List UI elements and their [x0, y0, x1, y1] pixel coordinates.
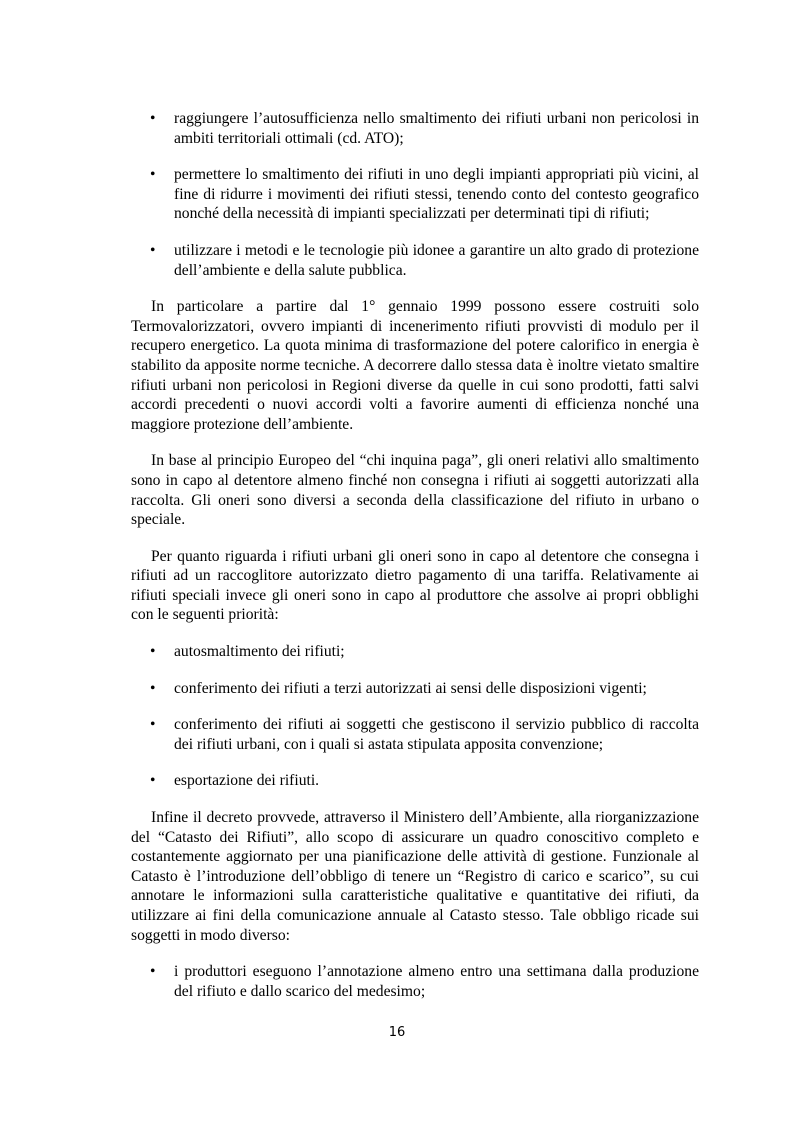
- list-item: [131, 771, 699, 791]
- paragraph-termovalorizzatori: In particolare a partire dal 1° gennaio 1999 possono essere costruiti solo Termovalorizzatori, ovvero impianti di incenerimento rifiuti provvisti di modulo per il recupero energetico. La quota minima di trasformazione del potere calorifico in energia è stabilito da apposite norme tecniche. A decorrere dallo stessa data è inoltre vietato smaltire rifiuti urbani non pericolosi in Regioni diverse da quelle in cui sono prodotti, fatti salvi accordi precedenti o nuovi accordi volti a favorire aumenti di efficienza nonché una maggiore protezione dell’ambiente.: [131, 298, 699, 433]
- list-item-text: conferimento dei rifiuti a terzi autorizzati ai sensi delle disposizioni vigenti;: [174, 679, 647, 697]
- bullet-icon: •: [150, 772, 156, 790]
- bullet-icon: •: [150, 716, 156, 734]
- page-number: 16: [388, 1025, 406, 1040]
- list-item: [131, 165, 699, 224]
- list-item-text: i produttori eseguono l’annotazione almeno entro una settimana dalla produzione del rifiuto e dallo scarico del medesimo;: [174, 963, 699, 1000]
- list-item: [131, 642, 699, 662]
- list-item: [131, 679, 699, 699]
- list-item: [131, 241, 699, 280]
- list-item-text: utilizzare i metodi e le tecnologie più idonee a garantire un alto grado di protezione dell’ambiente e della salute pubblica.: [174, 241, 699, 279]
- list-item-text: raggiungere l’autosufficienza nello smaltimento dei rifiuti urbani non pericolosi in ambiti territoriali ottimali (cd. ATO);: [174, 110, 699, 147]
- list-item-text: esportazione dei rifiuti.: [174, 772, 320, 790]
- list-item: [131, 109, 699, 148]
- list-item: [131, 962, 699, 1001]
- bullet-list-objectives: [131, 109, 699, 280]
- bullet-icon: •: [150, 166, 156, 184]
- bullet-icon: •: [150, 963, 156, 981]
- paragraph-chi-inquina-paga: In base al principio Europeo del “chi inquina paga”, gli oneri relativi allo smaltimento sono in capo al detentore almeno finché non consegna i rifiuti ai soggetti autorizzati alla raccolta. Gli oneri sono diversi a seconda della classificazione del rifiuto in urbano o speciale.: [131, 452, 699, 529]
- list-item-text: permettere lo smaltimento dei rifiuti in uno degli impianti appropriati più vicini, al fine di ridurre i movimenti dei rifiuti stessi, tenendo conto del contesto geografico nonché della necessità di impianti specializzati per determinati tipi di rifiuti;: [174, 166, 699, 223]
- bullet-icon: •: [150, 241, 156, 259]
- list-item: [131, 715, 699, 754]
- list-item-text: conferimento dei rifiuti ai soggetti che gestiscono il servizio pubblico di raccolta dei rifiuti urbani, con i quali si astata stipulata apposita convenzione;: [174, 716, 699, 753]
- bullet-list-registro: [131, 962, 699, 1001]
- bullet-list-priorities: [131, 642, 699, 791]
- bullet-icon: •: [150, 110, 156, 127]
- paragraph-rifiuti-urbani: Per quanto riguarda i rifiuti urbani gli oneri sono in capo al detentore che consegna i rifiuti ad un raccoglitore autorizzato dietro pagamento di una tariffa. Relativamente ai rifiuti speciali invece gli oneri sono in capo al produttore che assolve ai propri obblighi con le seguenti priorità:: [131, 547, 699, 624]
- bullet-icon: •: [150, 679, 156, 697]
- page-body: [131, 109, 699, 1001]
- bullet-icon: •: [150, 643, 156, 661]
- paragraph-catasto-rifiuti: Infine il decreto provvede, attraverso il Ministero dell’Ambiente, alla riorganizzazione del “Catasto dei Rifiuti”, allo scopo di assicurare un quadro conoscitivo completo e costantemente aggiornato per una pianificazione delle attività di gestione. Funzionale al Catasto è l’introduzione dell’obbligo di tenere un “Registro di carico e scarico”, su cui annotare le informazioni sulla caratteristiche qualitative e quantitative dei rifiuti, da utilizzare ai fini della comunicazione annuale al Catasto stesso. Tale obbligo ricade sui soggetti in modo diverso:: [131, 809, 699, 944]
- list-item-text: autosmaltimento dei rifiuti;: [174, 643, 345, 661]
